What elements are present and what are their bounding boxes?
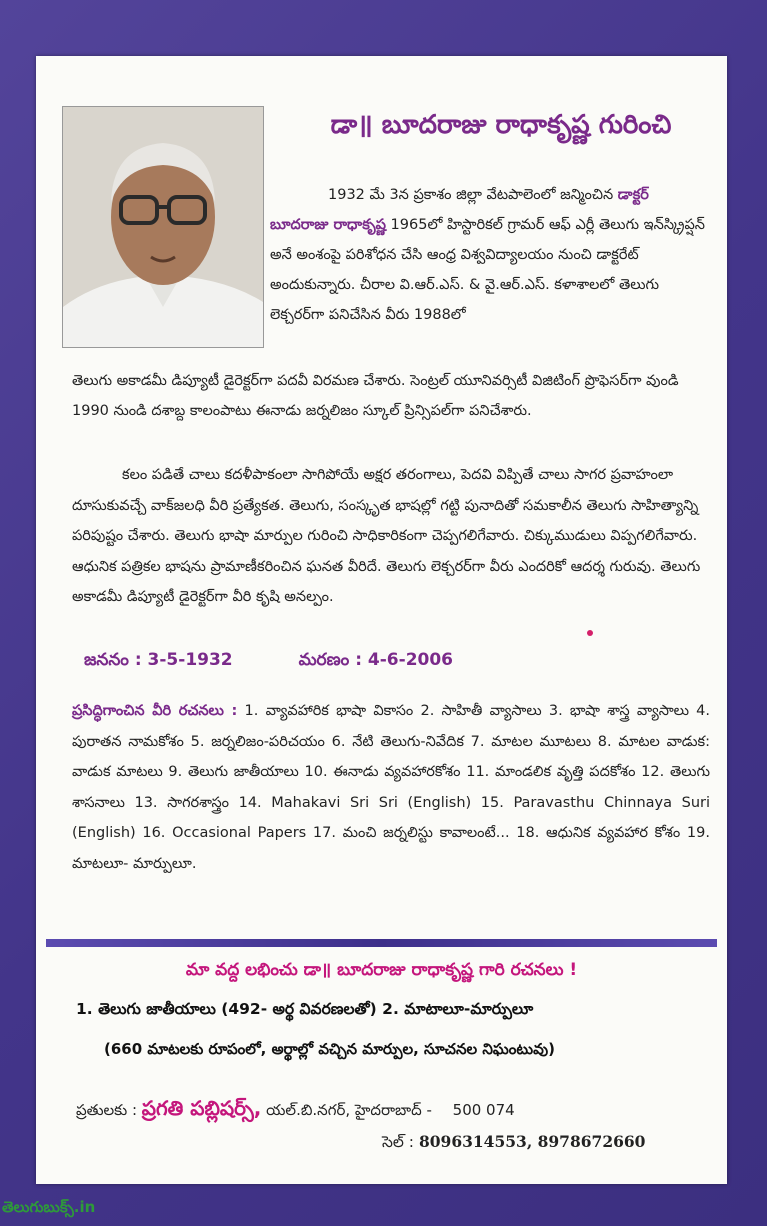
author-photo bbox=[62, 106, 264, 348]
page-title: డా॥ బూదరాజు రాధాకృష్ణ గురించి bbox=[330, 110, 672, 140]
available-books-heading: మా వద్ద లభించు డా॥ బూదరాజు రాధాకృష్ణ గారి రచనలు ! bbox=[185, 960, 578, 980]
bio-intro bbox=[270, 180, 710, 330]
phone-label: సెల్ : bbox=[382, 1133, 415, 1151]
publisher-prefix: ప్రతులకు : bbox=[76, 1101, 138, 1119]
author-name-highlight: డాక్టర్ బూదరాజు రాధాకృష్ణ bbox=[270, 187, 649, 233]
works-list bbox=[72, 696, 710, 879]
death-date: మరణం : 4-6-2006 bbox=[298, 650, 454, 670]
works-items: 1. వ్యావహారిక భాషా వికాసం 2. సాహితీ వ్యాసాలు 3. భాషా శాస్త్ర వ్యాసాలు 4. పురాతన నామకోశం 5. జర్నలిజం-పరిచయం 6. నేటి తెలుగు-నివేదిక 7. మాటల మూటలు 8. మాటల వాడుక: వాడుక మాటలు 9. తెలుగు జాతీయాలు 10. ఈనాడు వ్యవహారకోశం 11. మాండలిక వృత్తి పదకోశం 12. తెలుగు శాసనాలు 13. సాగరశాస్త్రం 14. Mahakavi Sri Sri (English) 15. Paravasthu Chinnaya Suri (English) 16. Occasional Papers 17. మంచి జర్నలిస్టు కావాలంటే... 18. ఆధునిక వ్యవహార కోశం 19. మాటలూ- మార్పులూ. bbox=[72, 703, 711, 872]
available-books-line: 1. తెలుగు జాతీయాలు (492- అర్థ వివరణలతో) 2. మాటాలూ-మార్పులూ bbox=[76, 1000, 534, 1018]
bio-intro-plain: 1932 మే 3న ప్రకాశం జిల్లా వేటపాలెంలో జన్మించిన bbox=[328, 187, 614, 203]
works-heading: ప్రసిద్ధిగాంచిన వీరి రచనలు : bbox=[72, 703, 238, 719]
publisher-pincode: 500 074 bbox=[452, 1101, 515, 1119]
back-cover-page bbox=[36, 56, 727, 1184]
publisher-line bbox=[76, 1096, 716, 1125]
life-dates bbox=[84, 650, 684, 674]
bio-intro-rest: 1965లో హిస్టారికల్ గ్రామర్ ఆఫ్ ఎర్లీ తెలుగు ఇన్‌స్క్రిప్షన్ అనే అంశంపై పరిశోధన చేసి ఆంధ్ర విశ్వవిద్యాలయం నుంచి డాక్టరేట్ అందుకున్నారు. చీరాల వి.ఆర్.ఎస్. & వై.ఆర్.ఎస్. కళాశాలలో తెలుగు లెక్చరర్‌గా పనిచేసిన వీరు 1988లో bbox=[270, 217, 705, 323]
available-books-subtitle: (660 మాటలకు రూపంలో, అర్థాల్లో వచ్చిన మార్పుల, సూచనల నిఘంటువు) bbox=[104, 1040, 555, 1058]
bio-paragraph-2: కలం పడితే చాలు కదళీపాకంలా సాగిపోయే అక్షర తరంగాలు, పెదవి విప్పితే చాలు సాగర ప్రవాహంలా దూసుకువచ్చే వాక్‌జలధి వీరి ప్రత్యేకత. తెలుగు, సంస్కృత భాషల్లో గట్టి పునాదితో సమకాలీన తెలుగు సాహిత్యాన్ని పరిపుష్టం చేశారు. తెలుగు భాషా మార్పుల గురించి సాధికారికంగా చెప్పగలిగేవారు. చిక్కుముడులు విప్పగలిగేవారు. ఆధునిక పత్రికల భాషను ప్రామాణీకరించిన ఘనత వీరిదే. తెలుగు లెక్చరర్‌గా వీరు ఎందరికో ఆదర్శ గురువు. తెలుగు అకాడమీ డిప్యూటీ డైరెక్టర్‌గా వీరి కృషి అనల్పం. bbox=[72, 467, 701, 605]
section-divider bbox=[46, 939, 717, 947]
publisher-name: ప్రగతి పబ్లిషర్స్, bbox=[141, 1096, 262, 1120]
phone-numbers: 8096314553, 8978672660 bbox=[418, 1132, 646, 1151]
site-watermark: తెలుగుబుక్స్.in bbox=[2, 1198, 96, 1216]
birth-date: జననం : 3-5-1932 bbox=[84, 650, 233, 670]
publisher-phone bbox=[382, 1132, 722, 1155]
publisher-address: యల్.బి.నగర్, హైదరాబాద్ - bbox=[266, 1101, 432, 1119]
bio-continued: తెలుగు అకాడమీ డిప్యూటీ డైరెక్టర్‌గా పదవీ విరమణ చేశారు. సెంట్రల్ యూనివర్సిటీ విజిటింగ్ ప్రొఫెసర్‌గా వుండి 1990 నుండి దశాబ్ద కాలంపాటు ఈనాడు జర్నలిజం స్కూల్ ప్రిన్సిపల్‌గా పనిచేశారు. bbox=[72, 373, 679, 419]
decorative-dot bbox=[587, 630, 593, 636]
